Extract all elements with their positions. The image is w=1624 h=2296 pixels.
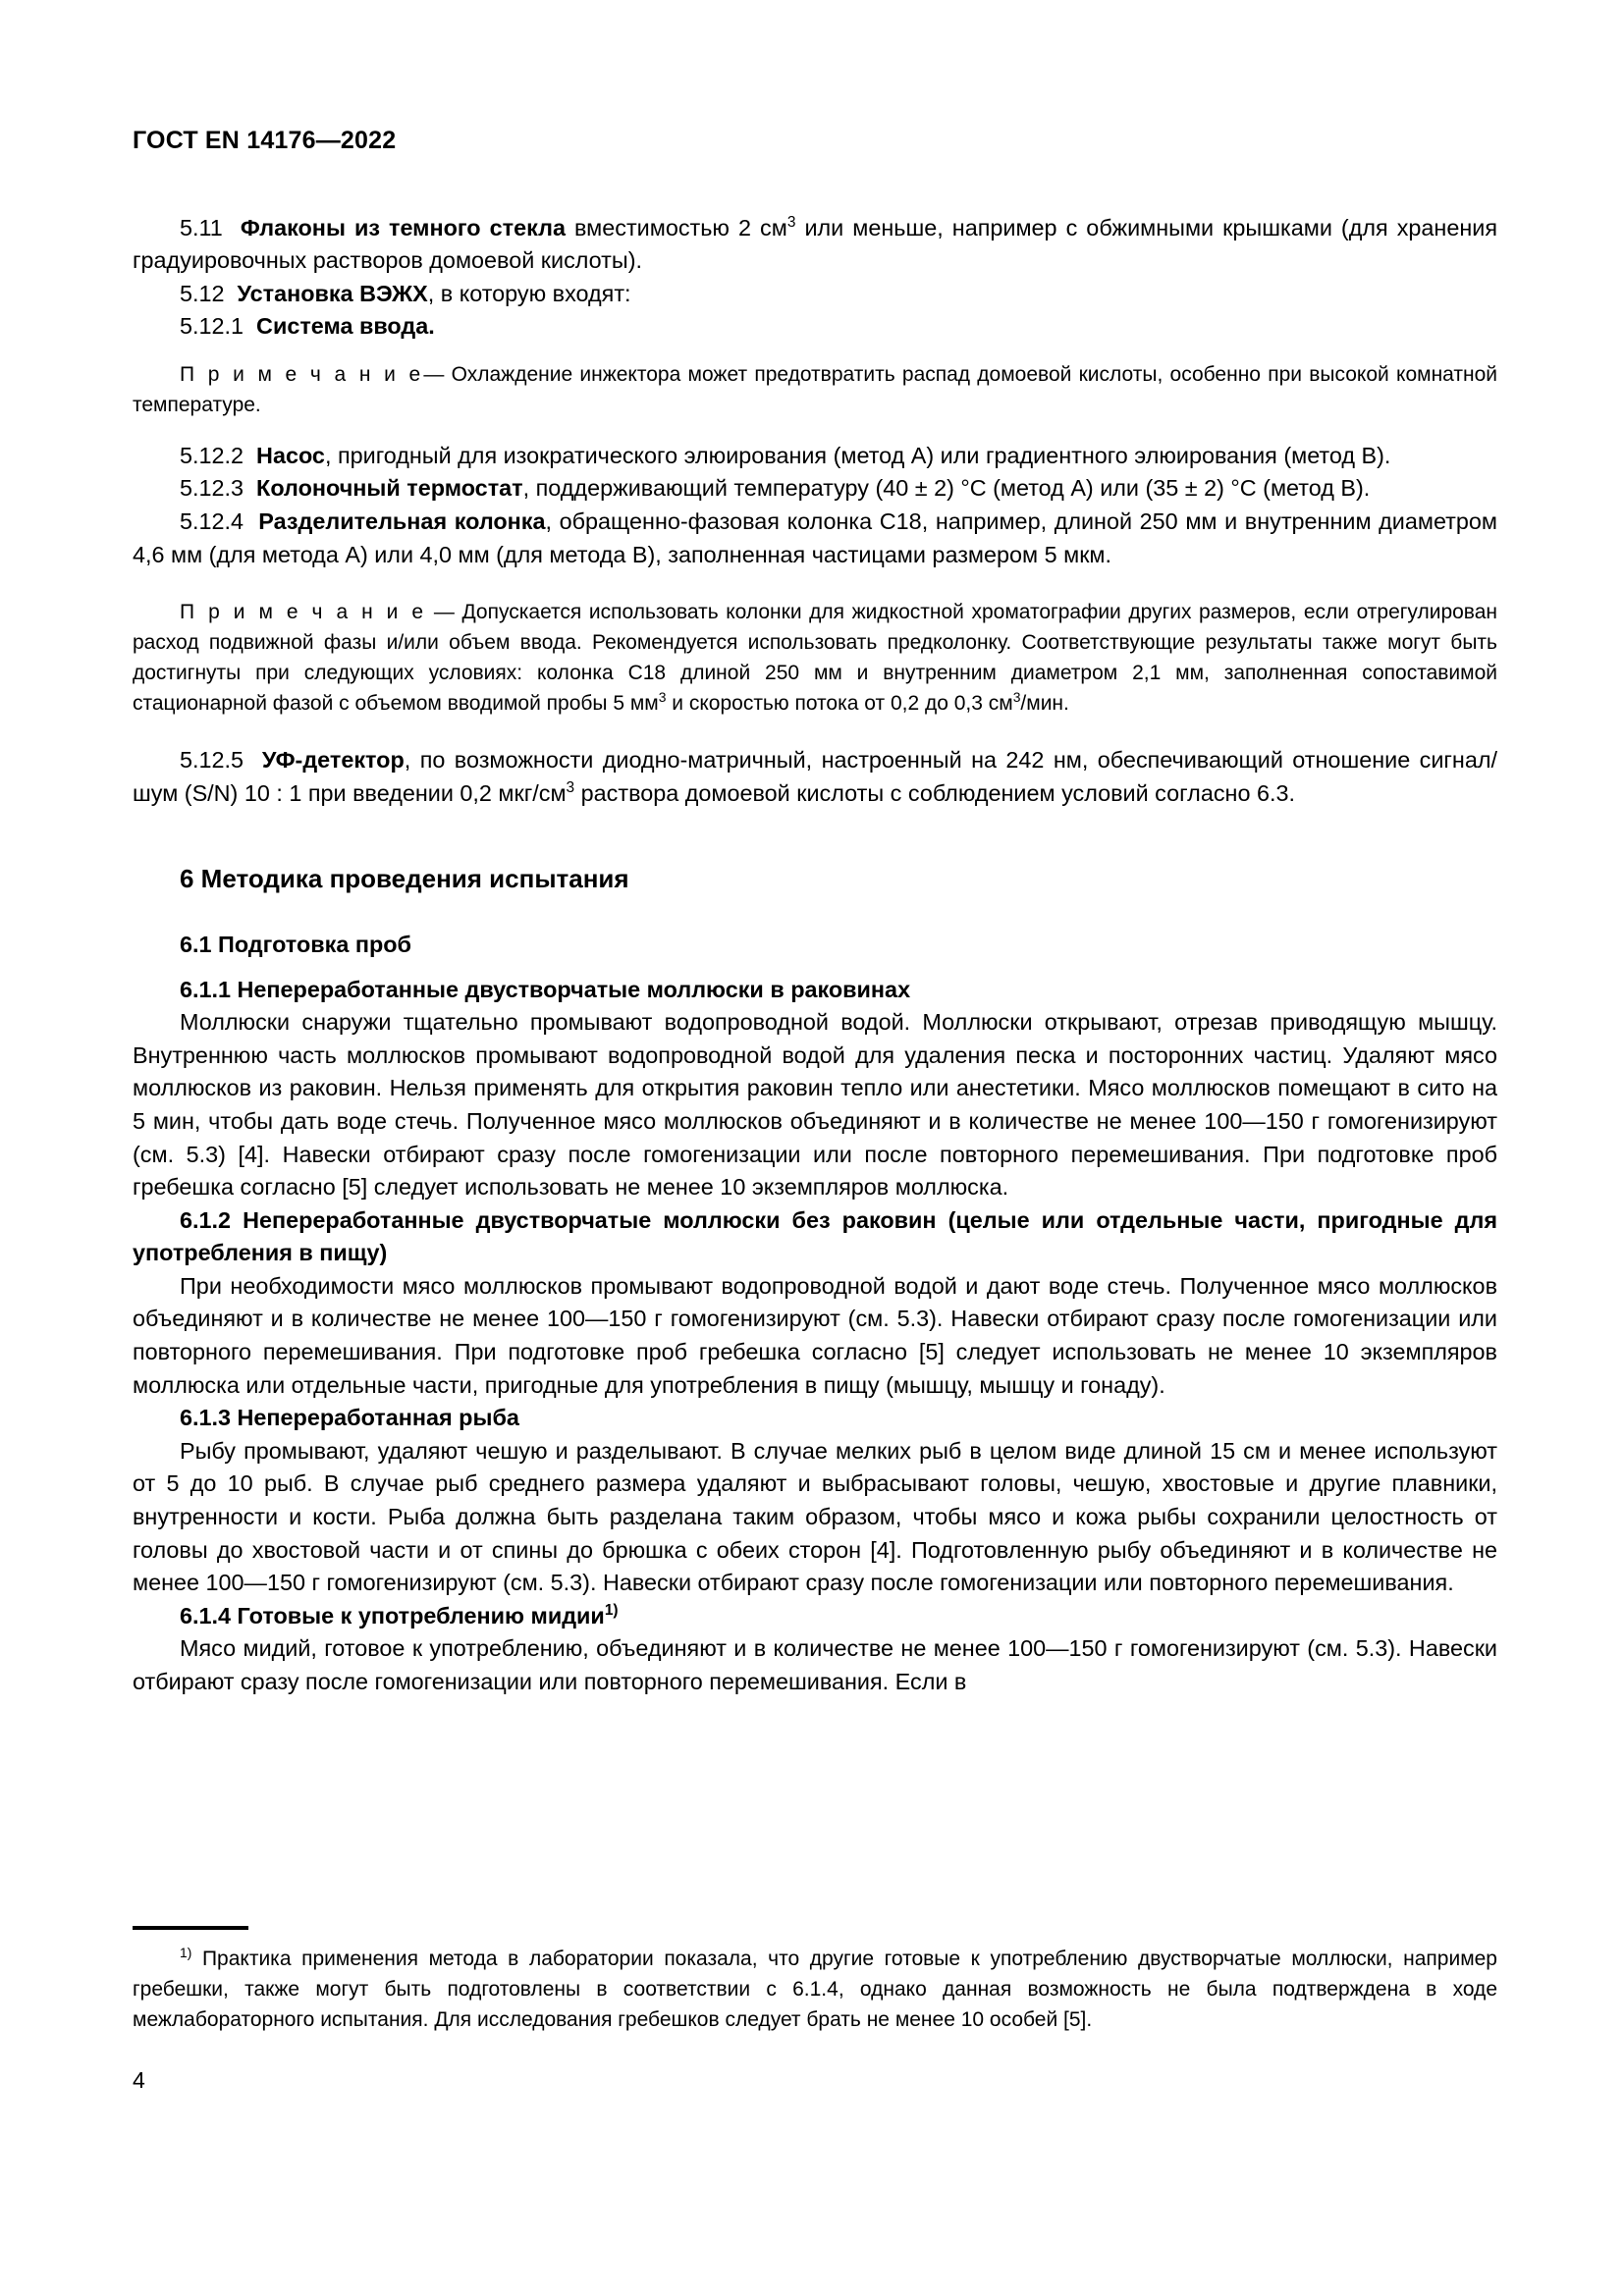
- note-dash: —: [433, 601, 455, 624]
- note-dash: —: [423, 362, 445, 386]
- heading-text: 6.1.4 Готовые к употреблению мидии: [180, 1602, 605, 1629]
- clause-number: 5.11: [180, 214, 223, 240]
- section-heading-6-1-2: 6.1.2 Непереработанные двустворчатые моллюски без раковин (целые или отдельные части, пригодные для употребления в пищу): [133, 1206, 1497, 1266]
- clause-number: 5.12.1: [180, 313, 244, 340]
- clause-5-11: [133, 212, 1497, 278]
- note-text: Охлаждение инжектора может предотвратить распад домоевой кислоты, особенно при высокой комнатной температуре.: [133, 362, 1498, 416]
- clause-number: 5.12.3: [180, 475, 244, 502]
- footnote-marker-reference: 1): [604, 1602, 619, 1620]
- clause-number: 5.12.2: [180, 442, 244, 468]
- footnote-block: [133, 1926, 1497, 2035]
- section-heading-6-1-1: 6.1.1 Непереработанные двустворчатые моллюски в раковинах: [180, 976, 911, 1002]
- clause-title: УФ-детектор: [261, 747, 405, 774]
- clause-text: , пригодный для изократического элюирования (метод А) или градиентного элюирования (метод В).: [324, 442, 1391, 468]
- paragraph-6-1-4: Мясо мидий, готовое к употреблению, объединяют и в количестве не менее 100—150 г гомогенизируют (см. 5.3). Навески отбирают сразу после гомогенизации или повторного перемешивания. Если в: [133, 1635, 1497, 1694]
- clause-title: Насос: [256, 442, 325, 468]
- clause-text: , обращенно-фазовая колонка С18, например, длиной 250 мм и внутренним диаметром 4,6 мм (для метода А) или 4,0 мм (для метода В), заполненная частицами размером 5 мкм.: [133, 508, 1497, 567]
- note-column-sizes: [133, 597, 1497, 719]
- superscript-cube: 3: [658, 689, 667, 706]
- clause-title: Флаконы из темного стекла: [240, 214, 566, 240]
- section-heading-6-1: 6.1 Подготовка проб: [180, 931, 411, 957]
- clause-5-12-2: [133, 440, 1497, 473]
- document-header: ГОСТ EN 14176—2022: [133, 127, 397, 154]
- paragraph-6-1-2: При необходимости мясо моллюсков промывают водопроводной водой и дают воде стечь. Полученное мясо моллюсков объединяют и в количестве не менее 100—150 г гомогенизируют (см. 5.3). Навески отбирают сразу после гомогенизации или повторного перемешивания. При подготовке проб гребешка согласно [5] следует использовать не менее 10 экземпляров моллюска или отдельные части, пригодные для употребления в пищу (мышцу, мышцу и гонаду).: [133, 1272, 1497, 1398]
- note-label: П р и м е ч а н и е: [180, 601, 427, 624]
- clause-5-12-4: [133, 506, 1497, 571]
- footnote-text: Практика применения метода в лаборатории показала, что другие готовые к употреблению двустворчатые моллюски, например гребешки, также могут быть подготовлены в соответствии с 6.1.4, однако данная возможность не была подтверждена в ходе межлабораторного испытания. Для исследования гребешков следует брать не менее 10 особей [5].: [133, 1948, 1497, 2031]
- clause-title: Установка ВЭЖХ: [237, 280, 428, 306]
- section-heading-6-1-4: [133, 1600, 1497, 1633]
- clause-number: 5.12.5: [180, 747, 244, 774]
- clause-text: , в которую входят:: [427, 280, 631, 306]
- footnote-1: [133, 1944, 1497, 2035]
- footnote-separator-rule: [133, 1926, 248, 1930]
- clause-number: 5.12: [180, 280, 225, 306]
- superscript-cube: 3: [786, 213, 796, 231]
- clause-5-12-1: [133, 310, 1497, 344]
- note-label: П р и м е ч а н и е: [180, 362, 424, 386]
- superscript-cube: 3: [1012, 689, 1021, 706]
- note-text-part3: /мин.: [1020, 692, 1069, 716]
- note-injector-cooling: [133, 359, 1497, 420]
- clause-title: Система ввода.: [256, 313, 435, 340]
- superscript-cube: 3: [566, 779, 575, 797]
- paragraph-6-1-3: Рыбу промывают, удаляют чешую и разделывают. В случае мелких рыб в целом виде длиной 15 см и менее используют от 5 до 10 рыб. В случае рыб среднего размера удаляют и выбрасывают головы, чешую, хвостовые и другие плавники, внутренности и кости. Рыба должна быть разделана таким образом, чтобы мясо и кожа рыбы сохранили целостность от головы до хвостовой части и от спины до брюшка с обеих сторон [4]. Подготовленную рыбу объединяют и в количестве не менее 100—150 г гомогенизируют (см. 5.3). Навески отбирают сразу после гомогенизации или повторного перемешивания.: [133, 1437, 1497, 1596]
- paragraph-6-1-1: Моллюски снаружи тщательно промывают водопроводной водой. Моллюски открывают, отрезав приводящую мышцу. Внутреннюю часть моллюсков промывают водопроводной водой для удаления песка и посторонних частиц. Удаляют мясо моллюсков из раковин. Нельзя применять для открытия раковин тепло или анестетики. Мясо моллюсков помещают в сито на 5 мин, чтобы дать воде стечь. Полученное мясо моллюсков объединяют и в количестве не менее 100—150 г гомогенизируют (см. 5.3) [4]. Навески отбирают сразу после гомогенизации или после повторного перемешивания. При подготовке проб гребешка согласно [5] следует использовать не менее 10 экземпляров моллюска.: [133, 1009, 1497, 1201]
- clause-text-part1: вместимостью 2 см: [565, 214, 787, 240]
- section-heading-6: 6 Методика проведения испытания: [180, 864, 629, 894]
- note-text-part1: Допускается использовать колонки для жидкостной хроматографии других размеров, если отрегулирован расход подвижной фазы и/или объем ввода. Рекомендуется использовать предколонку. Соответствующие результаты также могут быть достигнуты при следующих условиях: колонка С18 длиной 250 мм и внутренним диаметром 2,1 мм, заполненная сопоставимой стационарной фазой с объемом вводимой пробы 5 мм: [133, 601, 1498, 716]
- clause-text: , поддерживающий температуру (40 ± 2) °С (метод А) или (35 ± 2) °С (метод В).: [522, 475, 1371, 502]
- clause-title: Колоночный термостат: [256, 475, 523, 502]
- clause-5-12: [133, 278, 1497, 311]
- clause-text-part2: или меньше, например с обжимными крышками (для хранения градуировочных растворов домоевой кислоты).: [133, 214, 1497, 274]
- clause-5-12-3: [133, 472, 1497, 506]
- clause-text-part2: раствора домоевой кислоты с соблюдением условий согласно 6.3.: [574, 779, 1295, 806]
- clause-5-12-5: [133, 744, 1497, 810]
- page-number: 4: [133, 2067, 145, 2093]
- note-text-part2: и скоростью потока от 0,2 до 0,3 см: [666, 692, 1013, 716]
- clause-title: Разделительная колонка: [258, 508, 546, 535]
- section-heading-6-1-3: 6.1.3 Непереработанная рыба: [180, 1405, 519, 1431]
- clause-text-part1: , по возможности диодно-матричный, настроенный на 242 нм, обеспечивающий отношение сигнал/шум (S/N) 10 : 1 при введении 0,2 мкг/см: [133, 747, 1497, 806]
- page-content: [133, 128, 1497, 1699]
- clause-number: 5.12.4: [180, 508, 244, 535]
- footnote-marker: 1): [180, 1945, 192, 1960]
